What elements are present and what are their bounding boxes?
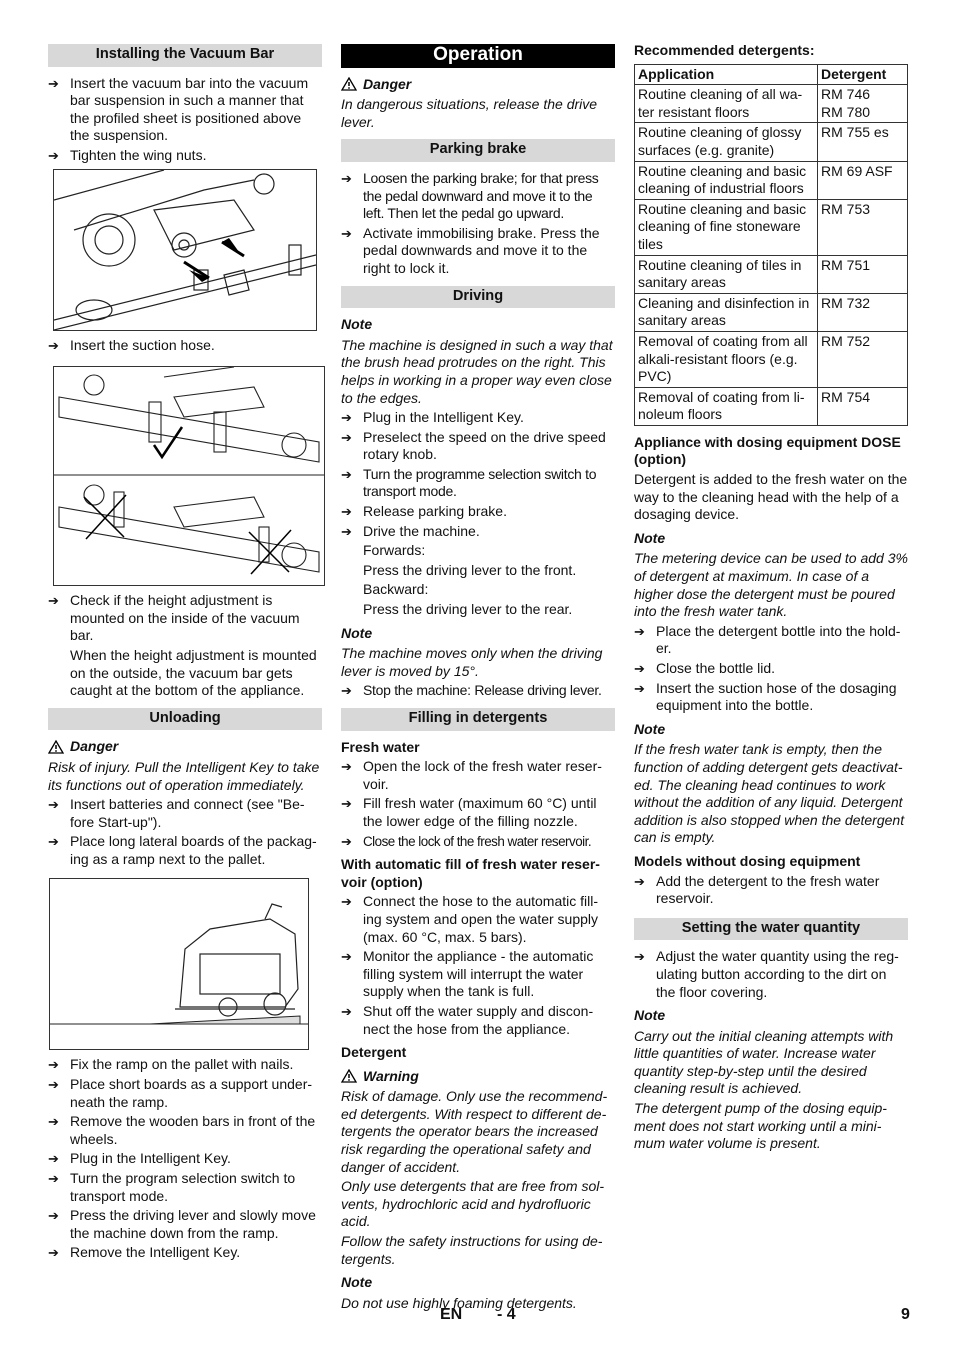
section-heading-filling: Filling in detergents: [341, 708, 615, 731]
arrow-right-icon: ➔: [48, 75, 59, 91]
arrow-right-icon: ➔: [634, 873, 645, 889]
step: ➔ Shut off the water supply and discon-nect the hose from the appliance.: [341, 1002, 594, 1037]
step: ➔ Insert the suction hose of the dosaging equipment into the bottle.: [634, 679, 897, 714]
table-header-row: [635, 64, 908, 85]
step: ➔ Fix the ramp on the pallet with nails.: [48, 1056, 294, 1073]
subheading-dose: Appliance with dosing equipment DOSE (option): [634, 433, 901, 468]
note-label: Note: [634, 529, 666, 546]
step: ➔ Place the detergent bottle into the hold-er.: [634, 622, 901, 657]
dose-text: Detergent is added to the fresh water on the way to the cleaning head with the help of a dosaging device.: [634, 471, 908, 523]
arrow-right-icon: ➔: [48, 834, 59, 850]
step: ➔ Check if the height adjustment is mounted on the inside of the vacuum bar.: [48, 592, 300, 644]
arrow-right-icon: ➔: [48, 1151, 59, 1167]
note-text: If the fresh water tank is empty, then the function of adding detergent gets deactivat-ed. The cleaning head continues to work without the addition of any liquid. Detergent addition is also stopped when the detergent can is empty.: [634, 741, 905, 846]
arrow-right-icon: ➔: [48, 1077, 59, 1093]
note-text: The metering device can be used to add 3% of detergent at maximum. In case of a higher dose the detergent must be poured into the fresh water tank.: [634, 550, 908, 620]
table-row: Cleaning and disinfection in sanitary areas RM 732: [635, 293, 908, 331]
step: ➔ Plug in the Intelligent Key.: [341, 409, 524, 426]
arrow-right-icon: ➔: [341, 796, 352, 812]
note-text: The machine is designed in such a way that the brush head protrudes on the right. This helps in working in a proper way even close to the edges.: [341, 336, 613, 406]
arrow-right-icon: ➔: [634, 949, 645, 965]
column-left: [48, 44, 322, 1264]
arrow-right-icon: ➔: [341, 429, 352, 445]
step: ➔ Activate immobilising brake. Press the pedal downwards and move it to the right to lock it.: [341, 224, 600, 276]
note-label: Note: [634, 1007, 666, 1024]
subheading-fresh-water: Fresh water: [341, 738, 420, 755]
step: ➔ Place long lateral boards of the packag-ing as a ramp next to the pallet.: [48, 833, 317, 867]
note-label: Note: [341, 1274, 373, 1291]
step: ➔ Remove the wooden bars in front of the wheels.: [48, 1113, 316, 1147]
step: ➔ Fill fresh water (maximum 60 °C) until the lower edge of the filling nozzle.: [341, 795, 597, 829]
column-middle: [341, 44, 615, 1314]
forwards-label: Forwards:: [363, 542, 426, 559]
step: ➔ Turn the program selection switch to transport mode.: [48, 1170, 296, 1204]
footer-page-number: 9: [901, 1306, 910, 1323]
arrow-right-icon: ➔: [48, 593, 59, 609]
machine-on-pallet-illustration: [50, 879, 308, 1049]
step: ➔ Add the detergent to the fresh water reservoir.: [634, 872, 880, 907]
step: ➔ Close the bottle lid.: [634, 660, 776, 676]
arrow-right-icon: ➔: [341, 759, 352, 775]
note-text: The machine moves only when the driving lever is moved by 15°.: [341, 645, 603, 679]
step: ➔ Insert batteries and connect (see "Be-fore Start-up").: [48, 796, 305, 830]
footer-language: EN: [440, 1306, 463, 1323]
table-row: Routine cleaning of glossy surfaces (e.g. granite) RM 755 es: [635, 123, 908, 161]
step-continuation: When the height adjustment is mounted on the outside, the vacuum bar gets caught at the bottom of the appliance.: [70, 646, 317, 699]
warning-text: Follow the safety instructions for using de-tergents.: [341, 1233, 603, 1267]
warning-triangle-icon: [341, 77, 357, 91]
figure-ramp-unloading: [49, 878, 309, 1050]
table-row: Routine cleaning of all wa-ter resistant floors RM 746 RM 780: [635, 85, 908, 123]
note-label: Note: [634, 720, 666, 737]
step: ➔ Stop the machine: Release driving lever.: [341, 682, 602, 699]
danger-text: Risk of injury. Pull the Intelligent Key to take its functions out of operation immediately.: [48, 758, 320, 793]
arrow-right-icon: ➔: [634, 623, 645, 639]
arrow-right-icon: ➔: [341, 504, 352, 520]
arrow-right-icon: ➔: [48, 337, 59, 353]
danger-label: Danger: [48, 738, 322, 756]
arrow-right-icon: ➔: [341, 1003, 352, 1019]
step: ➔ Insert the suction hose.: [48, 336, 215, 353]
section-heading-unloading: Unloading: [48, 708, 322, 731]
section-heading-vacuum-bar: Installing the Vacuum Bar: [48, 44, 322, 67]
cross-icon: [249, 530, 291, 574]
section-heading-driving: Driving: [341, 286, 615, 309]
arrow-right-icon: ➔: [48, 147, 59, 163]
arrow-right-icon: ➔: [341, 170, 352, 186]
arrow-right-icon: ➔: [634, 680, 645, 696]
step: ➔ Place short boards as a support under-neath the ramp.: [48, 1076, 313, 1110]
step: ➔ Open the lock of the fresh water reser-voir.: [341, 758, 602, 792]
arrow-right-icon: ➔: [341, 833, 352, 849]
subheading-detergent: Detergent: [341, 1044, 407, 1061]
section-heading-parking-brake: Parking brake: [341, 139, 615, 162]
subheading-auto-fill: With automatic fill of fresh water reser-voir (option): [341, 856, 600, 890]
note-label: Note: [341, 316, 373, 333]
warning-triangle-icon: [48, 740, 64, 754]
detergents-table: [634, 64, 908, 426]
step: ➔ Close the lock of the fresh water reservoir.: [341, 833, 592, 849]
arrow-right-icon: ➔: [48, 1114, 59, 1130]
step: ➔ Release parking brake.: [341, 503, 507, 520]
step: ➔ Insert the vacuum bar into the vacuum bar suspension in such a manner that the profiled sheet is positioned above the suspension.: [48, 74, 309, 144]
step: ➔ Adjust the water quantity using the reg-ulating button according to the dirt on the floor covering.: [634, 948, 899, 1000]
backward-label: Backward:: [363, 581, 429, 598]
step: ➔ Drive the machine.: [341, 522, 480, 539]
arrow-right-icon: ➔: [341, 894, 352, 910]
section-heading-operation: Operation: [341, 44, 615, 68]
arrow-right-icon: ➔: [48, 797, 59, 813]
table-row: Routine cleaning and basic cleaning of industrial floors RM 69 ASF: [635, 161, 908, 199]
arrow-right-icon: ➔: [48, 1171, 59, 1187]
table-header: Detergent: [818, 64, 908, 85]
danger-text: In dangerous situations, release the drive lever.: [341, 96, 598, 130]
arrow-right-icon: ➔: [341, 410, 352, 426]
arrow-right-icon: ➔: [341, 466, 352, 482]
warning-label: Warning: [341, 1068, 615, 1086]
warning-triangle-icon: [341, 1069, 357, 1083]
step: ➔ Connect the hose to the automatic fill-ing system and open the water supply (max. 60 °C, max. 5 bars).: [341, 893, 599, 945]
table-row: Removal of coating from li-noleum floors RM 754: [635, 387, 908, 425]
step: ➔ Plug in the Intelligent Key.: [48, 1150, 231, 1167]
table-row: Routine cleaning of tiles in sanitary areas RM 751: [635, 255, 908, 293]
arrow-right-icon: ➔: [341, 683, 352, 699]
subheading-models: Models without dosing equipment: [634, 852, 861, 869]
arrow-right-icon: ➔: [48, 1208, 59, 1224]
arrow-right-icon: ➔: [341, 523, 352, 539]
vacuum-bar-illustration: [54, 170, 316, 330]
recommended-detergents-title: Recommended detergents:: [634, 42, 815, 58]
step: ➔ Press the driving lever and slowly move the machine down from the ramp.: [48, 1207, 316, 1241]
warning-text: Only use detergents that are free from sol-vents, hydrochloric acid and hydrofluoric acid.: [341, 1178, 605, 1230]
arrow-right-icon: ➔: [341, 225, 352, 241]
forwards-text: Press the driving lever to the front.: [363, 561, 577, 578]
section-heading-water-quantity: Setting the water quantity: [634, 918, 908, 941]
step: ➔ Turn the programme selection switch to transport mode.: [341, 465, 597, 500]
note-text: The detergent pump of the dosing equip-ment does not start working until a mini-mum water volume is present.: [634, 1100, 887, 1152]
height-adjustment-illustration: [54, 367, 324, 585]
note-text: Do not use highly foaming detergents.: [341, 1294, 577, 1311]
arrow-right-icon: ➔: [48, 1245, 59, 1261]
step: ➔ Loosen the parking brake; for that press the pedal downward and move it to the left. Then let the pedal go upward.: [341, 169, 599, 222]
footer-section-page: - 4: [497, 1306, 516, 1323]
figure-vacuum-bar-suspension: [53, 169, 317, 331]
table-row: Routine cleaning and basic cleaning of fine stoneware tiles RM 753: [635, 199, 908, 255]
table-header: Application: [635, 64, 818, 85]
danger-label: Danger: [341, 76, 615, 94]
step: ➔ Tighten the wing nuts.: [48, 146, 207, 163]
backward-text: Press the driving lever to the rear.: [363, 601, 573, 618]
arrow-right-icon: ➔: [634, 661, 645, 676]
column-right: [634, 44, 908, 1155]
figure-height-adjustment: [53, 366, 325, 586]
warning-text: Risk of damage. Only use the recommend-ed detergents. With respect to different de-tergents the operator bears the increased risk regarding the operational safety and danger of accident.: [341, 1088, 608, 1175]
step: ➔ Remove the Intelligent Key.: [48, 1244, 241, 1261]
note-text: Carry out the initial cleaning attempts with little quantities of water. Increase water quantity step-by-step until the desired cleaning result is achieved.: [634, 1027, 894, 1097]
arrow-right-icon: ➔: [341, 949, 352, 965]
step: ➔ Preselect the speed on the drive speed rotary knob.: [341, 428, 606, 463]
note-label: Note: [341, 624, 373, 641]
step: ➔ Monitor the appliance - the automatic filling system will interrupt the water supply when the tank is full.: [341, 948, 594, 1000]
table-row: Removal of coating from all alkali-resistant floors (e.g. PVC) RM 752: [635, 331, 908, 387]
arrow-right-icon: ➔: [48, 1057, 59, 1073]
